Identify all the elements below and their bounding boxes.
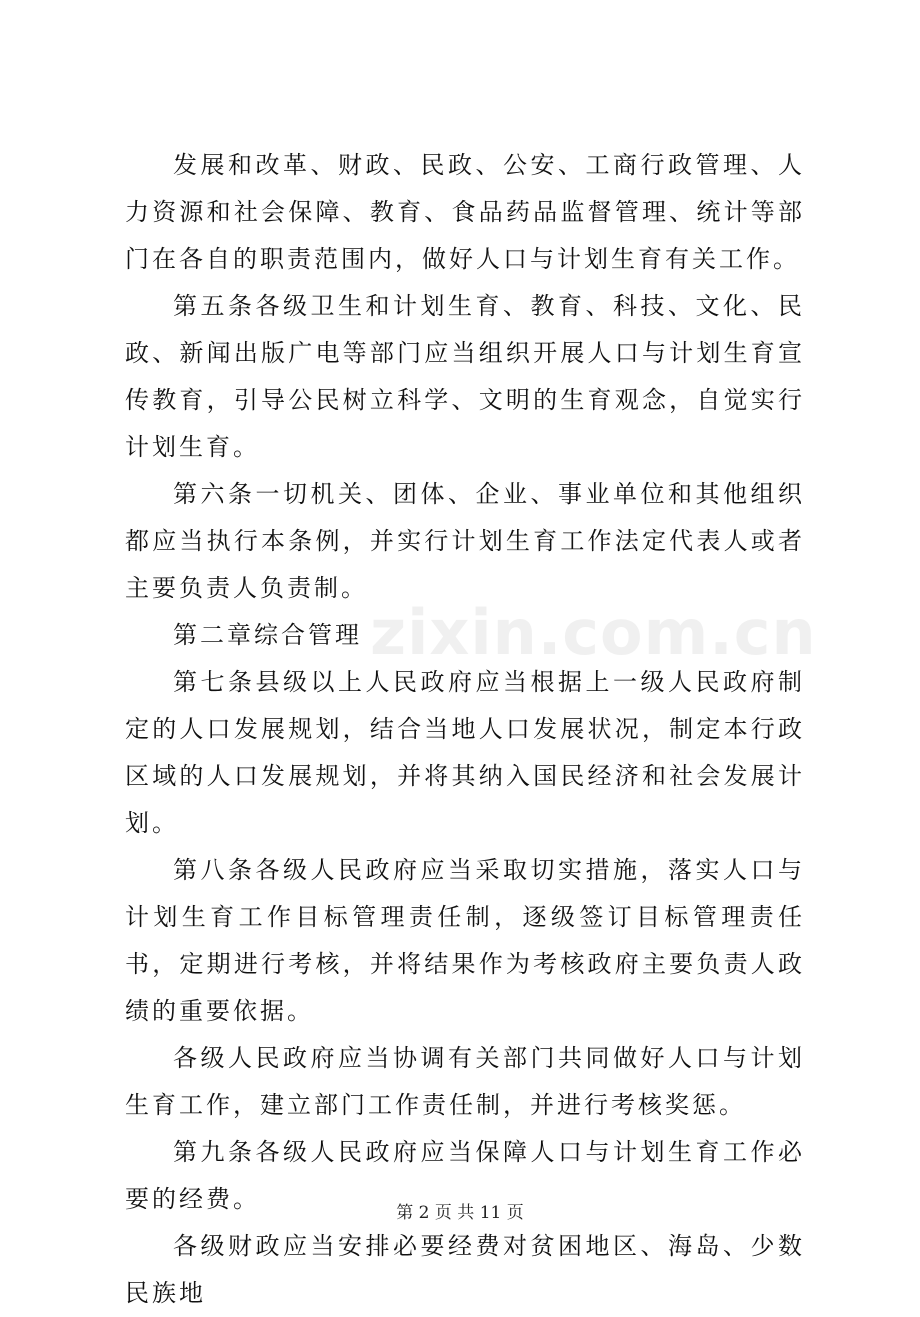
paragraph-article-9: 第九条各级人民政府应当保障人口与计划生育工作必要的经费。 <box>125 1138 805 1213</box>
document-body <box>125 142 805 1317</box>
page-footer: 第 2 页 共 11 页 <box>396 1203 524 1223</box>
paragraph-article-6: 第六条一切机关、团体、企业、事业单位和其他组织都应当执行本条例，并实行计划生育工作法定代表人或者主要负责人负责制。 <box>125 480 805 602</box>
paragraph-article-5: 第五条各级卫生和计划生育、教育、科技、文化、民政、新闻出版广电等部门应当组织开展人口与计划生育宣传教育，引导公民树立科学、文明的生育观念，自觉实行计划生育。 <box>125 292 805 461</box>
paragraph-article-9-cont: 各级财政应当安排必要经费对贫困地区、海岛、少数民族地 <box>125 1232 805 1307</box>
paragraph-article-8: 第八条各级人民政府应当采取切实措施，落实人口与计划生育工作目标管理责任制，逐级签订目标管理责任书，定期进行考核，并将结果作为考核政府主要负责人政绩的重要依据。 <box>125 856 805 1025</box>
watermark: zixin.com.cn <box>370 596 817 669</box>
chapter-heading: 第二章综合管理 <box>173 621 362 649</box>
paragraph-article-8-cont: 各级人民政府应当协调有关部门共同做好人口与计划生育工作，建立部门工作责任制，并进行考核奖惩。 <box>125 1044 805 1119</box>
paragraph-1: 发展和改革、财政、民政、公安、工商行政管理、人力资源和社会保障、教育、食品药品监督管理、统计等部门在各自的职责范围内，做好人口与计划生育有关工作。 <box>125 151 805 273</box>
paragraph-article-7: 第七条县级以上人民政府应当根据上一级人民政府制定的人口发展规划，结合当地人口发展状况，制定本行政区域的人口发展规划，并将其纳入国民经济和社会发展计划。 <box>125 668 805 837</box>
